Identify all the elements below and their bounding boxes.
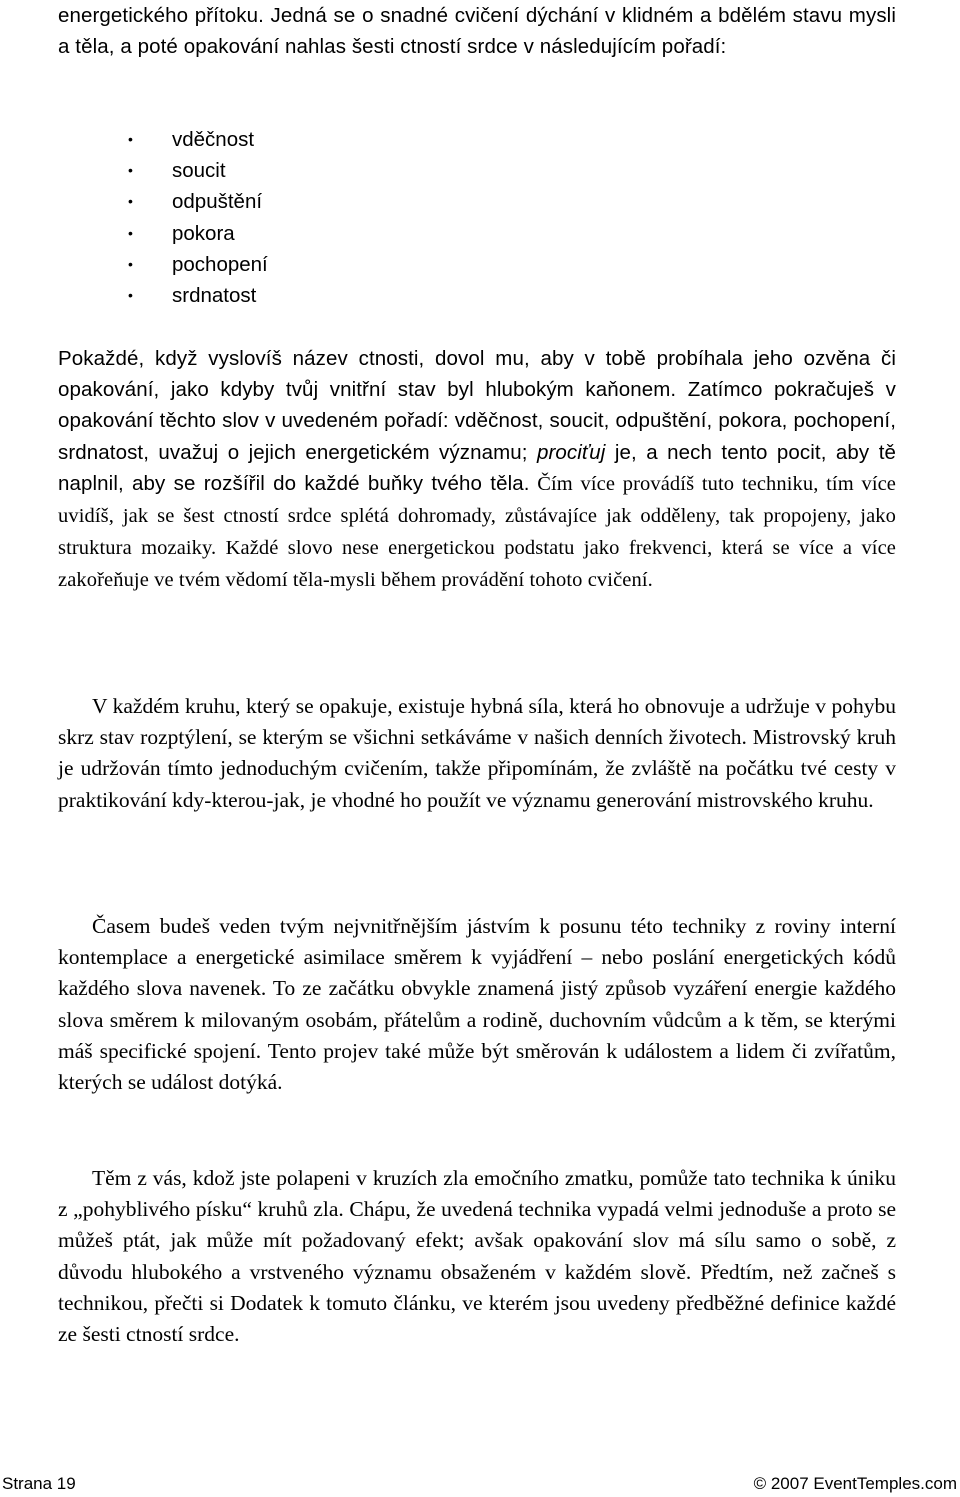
bullet-icon: • (128, 193, 133, 210)
emphasis-word: prociťuj (536, 440, 606, 464)
list-item (128, 249, 268, 280)
bullet-icon: • (128, 286, 133, 303)
list-item (128, 124, 268, 155)
list-item-text: vděčnost (172, 128, 255, 151)
paragraph-projection (58, 911, 896, 1098)
paragraph-echo (58, 343, 896, 597)
paragraph-emotional-turmoil (58, 1163, 896, 1350)
intro-text: energetického přítoku. Jedná se o snadné cvičení dýchání v klidném a bdělém stavu mysli a těla, a poté opakování nahlas šesti ctností srdce v následujícím pořadí: (58, 4, 896, 59)
list-item (128, 280, 268, 311)
list-item-text: pochopení (172, 252, 268, 276)
bullet-icon: • (128, 162, 133, 179)
paragraph-echo-part1: Pokaždé, když vyslovíš název ctnosti, dovol mu, aby v tobě probíhala jeho ozvěna či opakování, jako kdyby tvůj vnitřní stav byl hlubokým kaňonem. Zatímco pokračuješ v opakování těchto slov v uvedeném pořadí: vděčnost, soucit, odpuštění, pokora, pochopení, srdnatost, uvažuj o jejich energetickém významu; (58, 347, 896, 464)
list-item-text: pokora (172, 221, 235, 245)
list-item (128, 218, 268, 249)
paragraph-master-circle (58, 691, 896, 816)
paragraph-master-circle-text: V každém kruhu, který se opakuje, existuje hybná síla, která ho obnovuje a udržuje v pohybu skrz stav rozptýlení, se kterým se všichni setkáváme v našich denních životech. Mistrovský kruh je udržován tímto jednoduchým cvičením, takže připomínám, že zvláště na počátku tvé cesty v praktikování kdy-kterou-jak, je vhodné ho použít ve významu generování mistrovského kruhu. (58, 694, 896, 812)
intro-paragraph (58, 0, 896, 62)
page-number: Strana 19 (2, 1474, 76, 1493)
virtues-list (128, 124, 268, 311)
paragraph-echo-part2: je, a nech tento pocit, aby tě naplnil, aby se rozšířil do každé buňky tvého těla. (58, 440, 896, 495)
list-item (128, 155, 268, 186)
list-item (128, 186, 268, 217)
paragraph-echo-part3: Čím více provádíš tuto techniku, tím více uvidíš, jak se šest ctností srdce splétá dohromady, zůstávajíce jak odděleny, tak propojeny, jako struktura mozaiky. Každé slovo nese energetickou podstatu jako frekvenci, která se více a více zakořeňuje ve tvém vědomí těla-mysli během provádění tohoto cvičení. (58, 472, 897, 592)
list-item-text: soucit (172, 159, 226, 183)
list-item-text: odpuštění (172, 190, 263, 214)
bullet-icon: • (128, 255, 133, 272)
list-item-text: srdnatost (172, 283, 257, 307)
paragraph-projection-text: Časem budeš veden tvým nejvnitřnějším jástvím k posunu této techniky z roviny interní kontemplace a energetické asimilace směrem k vyjádření – nebo poslání energetických kódů každého slova navenek. To ze začátku obvykle znamená jistý způsob vyzáření energie každého slova směrem k milovaným osobám, přátelům a rodině, duchovním vůdcům a k těm, se kterými máš specifické spojení. Tento projev také může být směrován k událostem a lidem či zvířatům, kterých se událost dotýká. (58, 914, 896, 1095)
copyright-notice: © 2007 EventTemples.com (753, 1474, 957, 1493)
bullet-icon: • (128, 131, 133, 147)
bullet-icon: • (128, 224, 133, 241)
paragraph-emotional-turmoil-text: Těm z vás, kdož jste polapeni v kruzích zla emočního zmatku, pomůže tato technika k úniku z „pohyblivého písku“ kruhů zla. Chápu, že uvedená technika vypadá velmi jednoduše a proto se můžeš ptát, jak může mít požadovaný efekt; avšak opakování slov má sílu samo o sobě, z důvodu hlubokého a vrstveného významu obsaženém v každém slově. Předtím, než začneš s technikou, přečti si Dodatek k tomuto článku, ve kterém jsou uvedeny předběžné definice každé ze šesti ctností srdce. (58, 1166, 896, 1347)
